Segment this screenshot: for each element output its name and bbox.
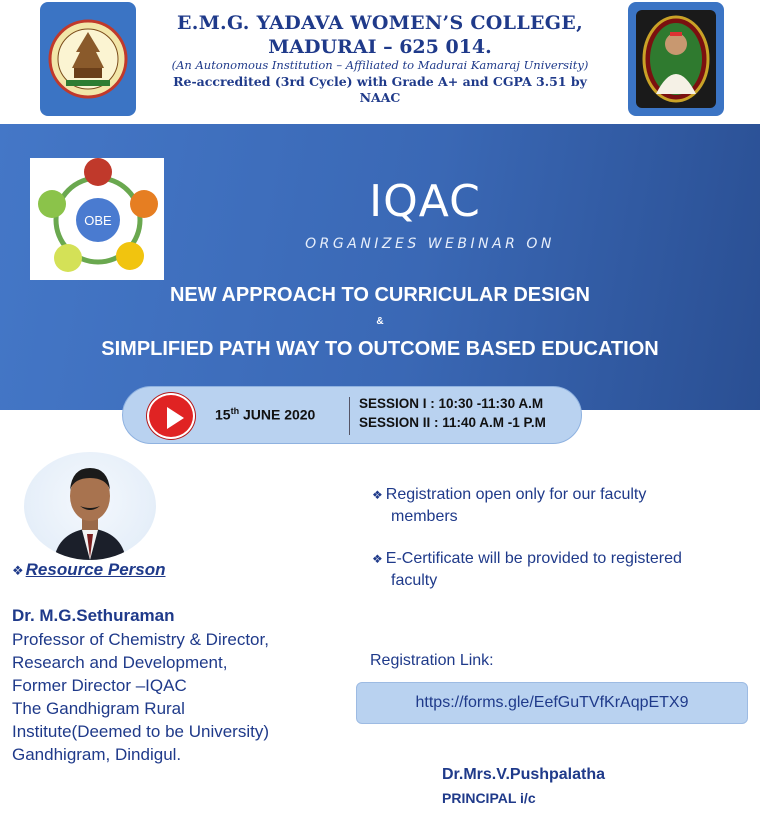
resource-person-detail: Gandhigram, Dindigul. <box>12 745 182 764</box>
session-one: SESSION I : 10:30 -11:30 A.M <box>359 396 544 411</box>
registration-link-box[interactable] <box>356 682 748 724</box>
resource-person-name: Dr. M.G.Sethuraman <box>12 606 175 625</box>
event-day: 15 <box>215 406 231 423</box>
resource-person-detail: Research and Development, <box>12 653 228 672</box>
webinar-banner <box>0 124 760 410</box>
resource-person-detail: Professor of Chemistry & Director, <box>12 630 269 649</box>
note-registration-line1: Registration open only for our faculty <box>385 486 647 503</box>
diamond-bullet-icon: ❖ <box>12 563 24 578</box>
session-pill <box>122 386 582 444</box>
note-registration-line2: members <box>391 508 458 525</box>
pill-divider <box>349 397 350 435</box>
note-certificate-line2: faculty <box>391 572 438 589</box>
principal-title: PRINCIPAL i/c <box>442 790 536 806</box>
webinar-title-ampersand: & <box>376 316 384 327</box>
college-affiliation: (An Autonomous Institution – Affiliated to Madurai Kamaraj University) <box>171 58 589 72</box>
resource-person-detail: Former Director –IQAC <box>12 676 187 695</box>
note-certificate <box>372 548 682 591</box>
organizes-subtitle: ORGANIZES WEBINAR ON <box>305 236 555 252</box>
registration-label: Registration Link: <box>370 652 494 669</box>
college-name: E.M.G. YADAVA WOMEN’S COLLEGE, <box>177 12 583 34</box>
diamond-bullet-icon: ❖ <box>372 488 383 502</box>
resource-person-detail: Institute(Deemed to be University) <box>12 722 269 741</box>
play-button-icon <box>147 393 195 439</box>
obe-diagram <box>30 158 164 280</box>
college-city: MADURAI – 625 014. <box>268 36 492 58</box>
obe-center-label: OBE <box>84 213 112 228</box>
resource-person-label: Resource Person <box>25 560 166 579</box>
person-photo-icon <box>24 452 156 560</box>
portrait-icon <box>628 2 724 116</box>
event-date <box>215 406 315 423</box>
accreditation-line-2: NAAC <box>359 90 401 105</box>
note-registration <box>372 484 646 527</box>
event-day-suffix: th <box>230 406 240 416</box>
session-two: SESSION II : 11:40 A.M -1 P.M <box>359 415 546 430</box>
founder-portrait <box>628 2 724 116</box>
diamond-bullet-icon: ❖ <box>372 552 383 566</box>
college-header <box>0 0 760 124</box>
webinar-title-line1: NEW APPROACH TO CURRICULAR DESIGN <box>169 284 590 306</box>
note-certificate-line1: E-Certificate will be provided to registered <box>385 550 682 567</box>
college-logo <box>40 2 136 116</box>
iqac-title: IQAC <box>369 176 481 227</box>
resource-person-heading <box>12 560 166 580</box>
accreditation-line: Re-accredited (3rd Cycle) with Grade A+ and CGPA 3.51 by <box>173 74 587 89</box>
principal-name: Dr.Mrs.V.Pushpalatha <box>442 766 606 783</box>
resource-person-photo <box>24 452 156 560</box>
event-month-year: JUNE 2020 <box>242 406 316 423</box>
temple-emblem-icon <box>40 2 136 116</box>
resource-person-detail: The Gandhigram Rural <box>12 699 185 718</box>
webinar-title-line2: SIMPLIFIED PATH WAY TO OUTCOME BASED EDUCATION <box>101 338 659 360</box>
registration-link[interactable]: https://forms.gle/EefGuTVfKrAqpETX9 <box>415 694 689 711</box>
